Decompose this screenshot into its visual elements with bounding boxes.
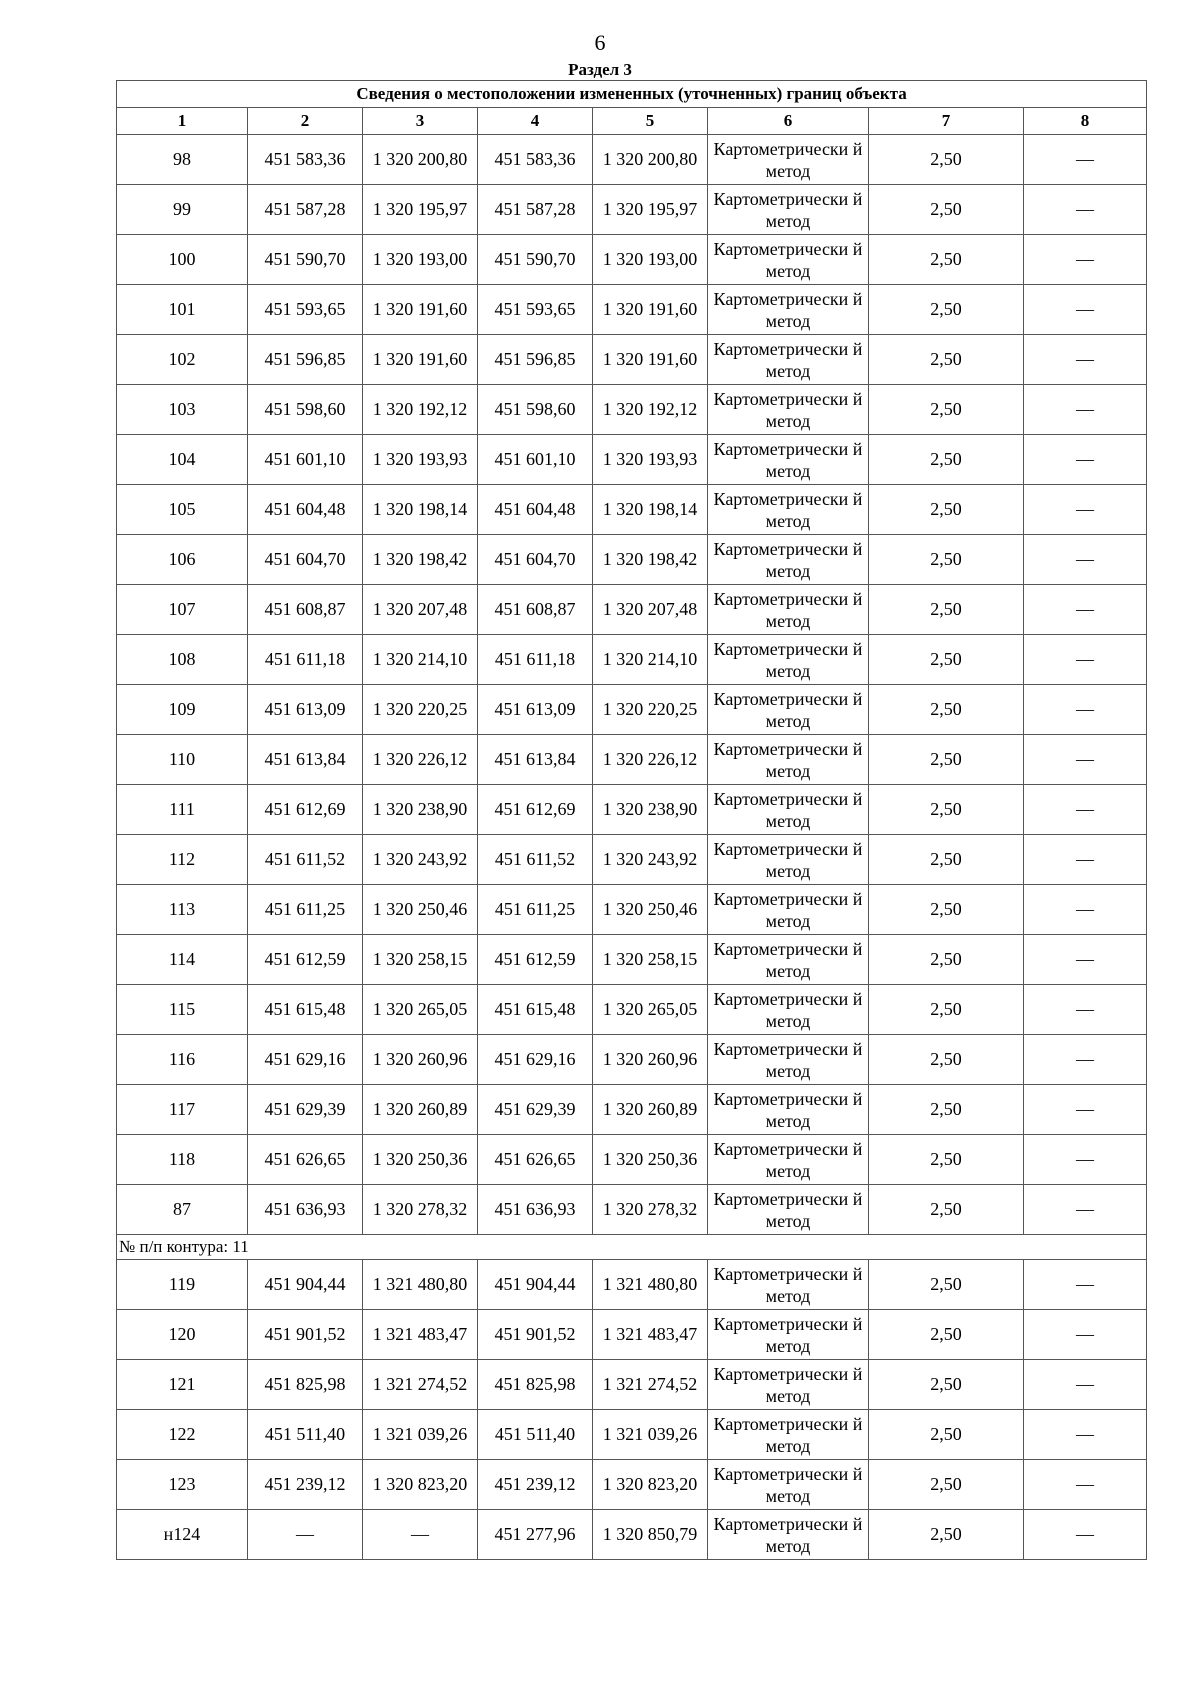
method-cell: Картометрически й метод	[708, 1035, 869, 1085]
x-coordinate-new-cell: 451 629,39	[478, 1085, 593, 1135]
description-cell: —	[1024, 235, 1147, 285]
y-coordinate-old-cell: 1 321 480,80	[363, 1260, 478, 1310]
method-cell: Картометрически й метод	[708, 1360, 869, 1410]
description-cell: —	[1024, 285, 1147, 335]
y-coordinate-new-cell: 1 320 192,12	[593, 385, 708, 435]
point-number-cell: 99	[117, 185, 248, 235]
description-cell: —	[1024, 185, 1147, 235]
y-coordinate-old-cell: 1 320 238,90	[363, 785, 478, 835]
description-cell: —	[1024, 135, 1147, 185]
y-coordinate-new-cell: 1 320 260,89	[593, 1085, 708, 1135]
accuracy-cell: 2,50	[869, 1260, 1024, 1310]
column-number: 1	[117, 108, 248, 135]
x-coordinate-new-cell: 451 825,98	[478, 1360, 593, 1410]
y-coordinate-old-cell: 1 320 260,89	[363, 1085, 478, 1135]
y-coordinate-new-cell: 1 320 200,80	[593, 135, 708, 185]
x-coordinate-old-cell: 451 636,93	[248, 1185, 363, 1235]
table-row	[117, 935, 1147, 985]
table-row	[117, 1460, 1147, 1510]
accuracy-cell: 2,50	[869, 585, 1024, 635]
method-cell: Картометрически й метод	[708, 785, 869, 835]
x-coordinate-old-cell: 451 629,16	[248, 1035, 363, 1085]
point-number-cell: н124	[117, 1510, 248, 1560]
x-coordinate-new-cell: 451 590,70	[478, 235, 593, 285]
x-coordinate-old-cell: 451 613,84	[248, 735, 363, 785]
description-cell: —	[1024, 585, 1147, 635]
y-coordinate-new-cell: 1 320 220,25	[593, 685, 708, 735]
method-cell: Картометрически й метод	[708, 285, 869, 335]
table-row	[117, 1135, 1147, 1185]
point-number-cell: 123	[117, 1460, 248, 1510]
method-cell: Картометрически й метод	[708, 185, 869, 235]
column-number: 6	[708, 108, 869, 135]
accuracy-cell: 2,50	[869, 285, 1024, 335]
table-row	[117, 1035, 1147, 1085]
description-cell: —	[1024, 885, 1147, 935]
y-coordinate-old-cell: —	[363, 1510, 478, 1560]
y-coordinate-new-cell: 1 320 226,12	[593, 735, 708, 785]
accuracy-cell: 2,50	[869, 1360, 1024, 1410]
x-coordinate-new-cell: 451 626,65	[478, 1135, 593, 1185]
column-number: 2	[248, 108, 363, 135]
point-number-cell: 119	[117, 1260, 248, 1310]
method-cell: Картометрически й метод	[708, 985, 869, 1035]
y-coordinate-new-cell: 1 320 193,93	[593, 435, 708, 485]
x-coordinate-old-cell: 451 604,48	[248, 485, 363, 535]
y-coordinate-new-cell: 1 321 483,47	[593, 1310, 708, 1360]
method-cell: Картометрически й метод	[708, 585, 869, 635]
method-cell: Картометрически й метод	[708, 635, 869, 685]
table-row	[117, 185, 1147, 235]
x-coordinate-new-cell: 451 277,96	[478, 1510, 593, 1560]
y-coordinate-old-cell: 1 320 258,15	[363, 935, 478, 985]
accuracy-cell: 2,50	[869, 135, 1024, 185]
x-coordinate-new-cell: 451 583,36	[478, 135, 593, 185]
section-title: Раздел 3	[568, 60, 632, 79]
description-cell: —	[1024, 535, 1147, 585]
y-coordinate-old-cell: 1 320 250,46	[363, 885, 478, 935]
table-row	[117, 1085, 1147, 1135]
point-number-cell: 116	[117, 1035, 248, 1085]
y-coordinate-old-cell: 1 320 193,00	[363, 235, 478, 285]
point-number-cell: 120	[117, 1310, 248, 1360]
x-coordinate-new-cell: 451 598,60	[478, 385, 593, 435]
table-row	[117, 135, 1147, 185]
x-coordinate-new-cell: 451 612,59	[478, 935, 593, 985]
y-coordinate-old-cell: 1 320 191,60	[363, 285, 478, 335]
y-coordinate-new-cell: 1 320 238,90	[593, 785, 708, 835]
y-coordinate-old-cell: 1 320 198,14	[363, 485, 478, 535]
method-cell: Картометрически й метод	[708, 385, 869, 435]
accuracy-cell: 2,50	[869, 485, 1024, 535]
point-number-cell: 105	[117, 485, 248, 535]
y-coordinate-new-cell: 1 320 278,32	[593, 1185, 708, 1235]
description-cell: —	[1024, 785, 1147, 835]
y-coordinate-new-cell: 1 320 250,46	[593, 885, 708, 935]
y-coordinate-old-cell: 1 320 191,60	[363, 335, 478, 385]
x-coordinate-old-cell: 451 239,12	[248, 1460, 363, 1510]
x-coordinate-new-cell: 451 636,93	[478, 1185, 593, 1235]
description-cell: —	[1024, 935, 1147, 985]
y-coordinate-new-cell: 1 320 250,36	[593, 1135, 708, 1185]
accuracy-cell: 2,50	[869, 985, 1024, 1035]
y-coordinate-old-cell: 1 320 195,97	[363, 185, 478, 235]
column-number: 5	[593, 108, 708, 135]
point-number-cell: 118	[117, 1135, 248, 1185]
x-coordinate-old-cell: 451 615,48	[248, 985, 363, 1035]
accuracy-cell: 2,50	[869, 435, 1024, 485]
accuracy-cell: 2,50	[869, 1135, 1024, 1185]
table-row	[117, 435, 1147, 485]
coordinates-table	[116, 80, 1147, 1560]
table-row	[117, 1360, 1147, 1410]
table-row	[117, 985, 1147, 1035]
point-number-cell: 108	[117, 635, 248, 685]
description-cell: —	[1024, 1410, 1147, 1460]
description-cell: —	[1024, 835, 1147, 885]
point-number-cell: 103	[117, 385, 248, 435]
x-coordinate-old-cell: 451 590,70	[248, 235, 363, 285]
x-coordinate-old-cell: 451 612,69	[248, 785, 363, 835]
method-cell: Картометрически й метод	[708, 1510, 869, 1560]
point-number-cell: 102	[117, 335, 248, 385]
x-coordinate-new-cell: 451 612,69	[478, 785, 593, 835]
point-number-cell: 115	[117, 985, 248, 1035]
y-coordinate-new-cell: 1 320 823,20	[593, 1460, 708, 1510]
description-cell: —	[1024, 1510, 1147, 1560]
y-coordinate-new-cell: 1 321 039,26	[593, 1410, 708, 1460]
description-cell: —	[1024, 735, 1147, 785]
accuracy-cell: 2,50	[869, 785, 1024, 835]
point-number-cell: 87	[117, 1185, 248, 1235]
point-number-cell: 113	[117, 885, 248, 935]
x-coordinate-new-cell: 451 613,84	[478, 735, 593, 785]
x-coordinate-old-cell: 451 613,09	[248, 685, 363, 735]
x-coordinate-new-cell: 451 611,18	[478, 635, 593, 685]
x-coordinate-old-cell: 451 601,10	[248, 435, 363, 485]
point-number-cell: 104	[117, 435, 248, 485]
column-number: 3	[363, 108, 478, 135]
table-row	[117, 285, 1147, 335]
description-cell: —	[1024, 985, 1147, 1035]
table-caption: Сведения о местоположении измененных (уточненных) границ объекта	[117, 81, 1147, 108]
table-row	[117, 385, 1147, 435]
accuracy-cell: 2,50	[869, 385, 1024, 435]
table-body	[117, 135, 1147, 1560]
accuracy-cell: 2,50	[869, 1085, 1024, 1135]
accuracy-cell: 2,50	[869, 635, 1024, 685]
method-cell: Картометрически й метод	[708, 685, 869, 735]
y-coordinate-old-cell: 1 320 198,42	[363, 535, 478, 585]
method-cell: Картометрически й метод	[708, 235, 869, 285]
x-coordinate-old-cell: 451 587,28	[248, 185, 363, 235]
y-coordinate-new-cell: 1 320 243,92	[593, 835, 708, 885]
column-number: 4	[478, 108, 593, 135]
x-coordinate-new-cell: 451 593,65	[478, 285, 593, 335]
x-coordinate-new-cell: 451 629,16	[478, 1035, 593, 1085]
point-number-cell: 117	[117, 1085, 248, 1135]
y-coordinate-old-cell: 1 320 214,10	[363, 635, 478, 685]
page-number: 6	[594, 30, 606, 55]
accuracy-cell: 2,50	[869, 1410, 1024, 1460]
accuracy-cell: 2,50	[869, 685, 1024, 735]
table-caption-row	[117, 81, 1147, 108]
table-row	[117, 1510, 1147, 1560]
y-coordinate-old-cell: 1 320 250,36	[363, 1135, 478, 1185]
table-row	[117, 1185, 1147, 1235]
accuracy-cell: 2,50	[869, 935, 1024, 985]
x-coordinate-new-cell: 451 611,52	[478, 835, 593, 885]
x-coordinate-new-cell: 451 613,09	[478, 685, 593, 735]
accuracy-cell: 2,50	[869, 1035, 1024, 1085]
point-number-cell: 100	[117, 235, 248, 285]
y-coordinate-new-cell: 1 320 191,60	[593, 285, 708, 335]
description-cell: —	[1024, 1035, 1147, 1085]
y-coordinate-old-cell: 1 320 220,25	[363, 685, 478, 735]
method-cell: Картометрически й метод	[708, 1310, 869, 1360]
y-coordinate-old-cell: 1 320 823,20	[363, 1460, 478, 1510]
x-coordinate-old-cell: 451 608,87	[248, 585, 363, 635]
y-coordinate-new-cell: 1 320 850,79	[593, 1510, 708, 1560]
accuracy-cell: 2,50	[869, 835, 1024, 885]
table-row	[117, 1260, 1147, 1310]
y-coordinate-old-cell: 1 320 278,32	[363, 1185, 478, 1235]
y-coordinate-new-cell: 1 320 198,14	[593, 485, 708, 535]
table-row	[117, 785, 1147, 835]
contour-label: № п/п контура: 11	[117, 1235, 1147, 1260]
accuracy-cell: 2,50	[869, 1310, 1024, 1360]
y-coordinate-new-cell: 1 320 265,05	[593, 985, 708, 1035]
x-coordinate-new-cell: 451 901,52	[478, 1310, 593, 1360]
description-cell: —	[1024, 1260, 1147, 1310]
x-coordinate-old-cell: 451 593,65	[248, 285, 363, 335]
method-cell: Картометрически й метод	[708, 135, 869, 185]
y-coordinate-new-cell: 1 320 258,15	[593, 935, 708, 985]
point-number-cell: 106	[117, 535, 248, 585]
x-coordinate-new-cell: 451 587,28	[478, 185, 593, 235]
y-coordinate-old-cell: 1 321 274,52	[363, 1360, 478, 1410]
y-coordinate-old-cell: 1 320 207,48	[363, 585, 478, 635]
x-coordinate-old-cell: 451 596,85	[248, 335, 363, 385]
point-number-cell: 107	[117, 585, 248, 635]
method-cell: Картометрически й метод	[708, 735, 869, 785]
x-coordinate-old-cell: 451 904,44	[248, 1260, 363, 1310]
x-coordinate-new-cell: 451 511,40	[478, 1410, 593, 1460]
description-cell: —	[1024, 335, 1147, 385]
point-number-cell: 98	[117, 135, 248, 185]
y-coordinate-new-cell: 1 320 193,00	[593, 235, 708, 285]
x-coordinate-new-cell: 451 604,70	[478, 535, 593, 585]
x-coordinate-new-cell: 451 596,85	[478, 335, 593, 385]
x-coordinate-new-cell: 451 611,25	[478, 885, 593, 935]
point-number-cell: 121	[117, 1360, 248, 1410]
point-number-cell: 122	[117, 1410, 248, 1460]
y-coordinate-old-cell: 1 320 192,12	[363, 385, 478, 435]
description-cell: —	[1024, 1085, 1147, 1135]
y-coordinate-new-cell: 1 320 195,97	[593, 185, 708, 235]
x-coordinate-old-cell: 451 626,65	[248, 1135, 363, 1185]
column-number: 8	[1024, 108, 1147, 135]
x-coordinate-old-cell: 451 629,39	[248, 1085, 363, 1135]
y-coordinate-old-cell: 1 321 039,26	[363, 1410, 478, 1460]
point-number-cell: 111	[117, 785, 248, 835]
table-row	[117, 535, 1147, 585]
table-row	[117, 735, 1147, 785]
table-row	[117, 235, 1147, 285]
method-cell: Картометрически й метод	[708, 935, 869, 985]
description-cell: —	[1024, 435, 1147, 485]
accuracy-cell: 2,50	[869, 535, 1024, 585]
table-row	[117, 835, 1147, 885]
method-cell: Картометрически й метод	[708, 535, 869, 585]
x-coordinate-old-cell: 451 612,59	[248, 935, 363, 985]
table-row	[117, 1310, 1147, 1360]
x-coordinate-old-cell: 451 611,18	[248, 635, 363, 685]
description-cell: —	[1024, 1360, 1147, 1410]
description-cell: —	[1024, 385, 1147, 435]
method-cell: Картометрически й метод	[708, 1185, 869, 1235]
y-coordinate-new-cell: 1 320 207,48	[593, 585, 708, 635]
x-coordinate-old-cell: 451 583,36	[248, 135, 363, 185]
x-coordinate-new-cell: 451 608,87	[478, 585, 593, 635]
method-cell: Картометрически й метод	[708, 1410, 869, 1460]
method-cell: Картометрически й метод	[708, 485, 869, 535]
y-coordinate-old-cell: 1 320 260,96	[363, 1035, 478, 1085]
accuracy-cell: 2,50	[869, 235, 1024, 285]
method-cell: Картометрически й метод	[708, 885, 869, 935]
y-coordinate-old-cell: 1 320 243,92	[363, 835, 478, 885]
method-cell: Картометрически й метод	[708, 1460, 869, 1510]
accuracy-cell: 2,50	[869, 1460, 1024, 1510]
y-coordinate-old-cell: 1 321 483,47	[363, 1310, 478, 1360]
accuracy-cell: 2,50	[869, 1510, 1024, 1560]
x-coordinate-new-cell: 451 615,48	[478, 985, 593, 1035]
point-number-cell: 110	[117, 735, 248, 785]
y-coordinate-new-cell: 1 321 480,80	[593, 1260, 708, 1310]
column-number-row	[117, 108, 1147, 135]
x-coordinate-new-cell: 451 601,10	[478, 435, 593, 485]
table-row	[117, 685, 1147, 735]
column-number: 7	[869, 108, 1024, 135]
description-cell: —	[1024, 1310, 1147, 1360]
x-coordinate-old-cell: 451 611,52	[248, 835, 363, 885]
x-coordinate-new-cell: 451 239,12	[478, 1460, 593, 1510]
point-number-cell: 109	[117, 685, 248, 735]
point-number-cell: 101	[117, 285, 248, 335]
description-cell: —	[1024, 685, 1147, 735]
y-coordinate-new-cell: 1 321 274,52	[593, 1360, 708, 1410]
description-cell: —	[1024, 635, 1147, 685]
method-cell: Картометрически й метод	[708, 335, 869, 385]
y-coordinate-old-cell: 1 320 200,80	[363, 135, 478, 185]
table-row	[117, 585, 1147, 635]
table-row	[117, 885, 1147, 935]
x-coordinate-old-cell: —	[248, 1510, 363, 1560]
x-coordinate-new-cell: 451 904,44	[478, 1260, 593, 1310]
description-cell: —	[1024, 1460, 1147, 1510]
description-cell: —	[1024, 1185, 1147, 1235]
accuracy-cell: 2,50	[869, 1185, 1024, 1235]
accuracy-cell: 2,50	[869, 335, 1024, 385]
x-coordinate-old-cell: 451 604,70	[248, 535, 363, 585]
x-coordinate-old-cell: 451 901,52	[248, 1310, 363, 1360]
method-cell: Картометрически й метод	[708, 1135, 869, 1185]
table-row	[117, 635, 1147, 685]
method-cell: Картометрически й метод	[708, 1085, 869, 1135]
y-coordinate-new-cell: 1 320 260,96	[593, 1035, 708, 1085]
y-coordinate-new-cell: 1 320 214,10	[593, 635, 708, 685]
description-cell: —	[1024, 485, 1147, 535]
method-cell: Картометрически й метод	[708, 1260, 869, 1310]
x-coordinate-old-cell: 451 611,25	[248, 885, 363, 935]
y-coordinate-old-cell: 1 320 226,12	[363, 735, 478, 785]
method-cell: Картометрически й метод	[708, 835, 869, 885]
contour-row	[117, 1235, 1147, 1260]
x-coordinate-old-cell: 451 511,40	[248, 1410, 363, 1460]
accuracy-cell: 2,50	[869, 885, 1024, 935]
accuracy-cell: 2,50	[869, 735, 1024, 785]
point-number-cell: 114	[117, 935, 248, 985]
description-cell: —	[1024, 1135, 1147, 1185]
y-coordinate-old-cell: 1 320 193,93	[363, 435, 478, 485]
accuracy-cell: 2,50	[869, 185, 1024, 235]
x-coordinate-new-cell: 451 604,48	[478, 485, 593, 535]
method-cell: Картометрически й метод	[708, 435, 869, 485]
x-coordinate-old-cell: 451 598,60	[248, 385, 363, 435]
point-number-cell: 112	[117, 835, 248, 885]
table-row	[117, 1410, 1147, 1460]
table-row	[117, 335, 1147, 385]
y-coordinate-old-cell: 1 320 265,05	[363, 985, 478, 1035]
y-coordinate-new-cell: 1 320 198,42	[593, 535, 708, 585]
y-coordinate-new-cell: 1 320 191,60	[593, 335, 708, 385]
x-coordinate-old-cell: 451 825,98	[248, 1360, 363, 1410]
table-row	[117, 485, 1147, 535]
